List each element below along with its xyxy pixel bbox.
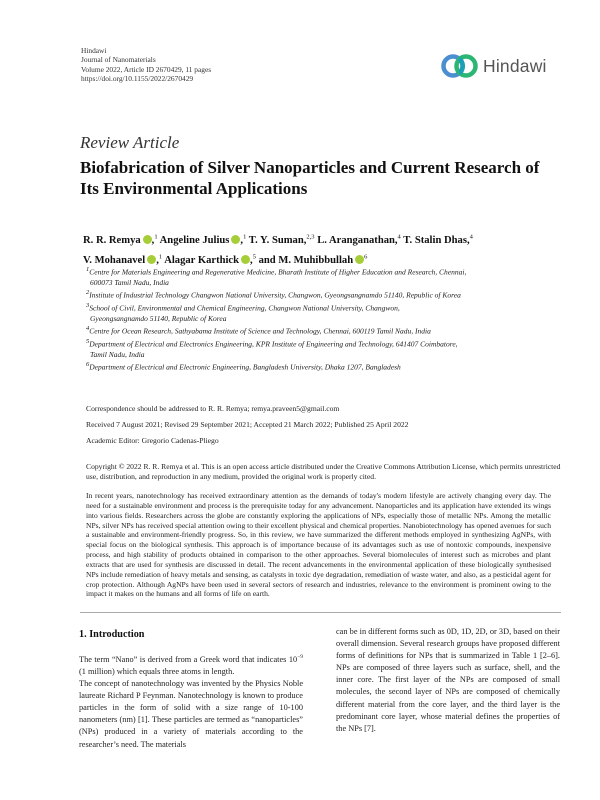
- author: Angeline Julius ,$^1$: [159, 233, 247, 246]
- volume-info: Volume 2022, Article ID 2670429, 11 pages: [81, 64, 212, 74]
- text-column-left: [79, 625, 303, 751]
- journal-name: Journal of Nanomaterials: [81, 55, 156, 65]
- doi-link[interactable]: https://doi.org/10.1155/2022/2670429: [81, 74, 194, 84]
- affiliation: $^2$Institute of Industrial Technology Changwon National University, Changwon, Gyeongsangnamdo 51140, Republic of Korea: [86, 289, 461, 300]
- affiliation: $^1$Centre for Materials Engineering and Regenerative Medicine, Bharath Institute of Higher Education and Research, Chennai, 600073 Tamil Nadu, India: [86, 266, 467, 287]
- paragraph: The term “Nano” is derived from a Greek word that indicates $10^{-9}$ (1 million) which equals three atoms in length.: [79, 654, 303, 676]
- article-type: Review Article: [80, 133, 180, 152]
- section-divider: [80, 612, 561, 613]
- author: R. R. Remya ,$^1$: [83, 233, 158, 246]
- abstract: In recent years, nanotechnology has received extraordinary attention as the demands of today's modern lifestyle are actively changing every day. The need for a sustainable environment and process is the prerequisite today for any advancement. Nanoparticles and its application have extended its wings into various fields. Researchers across the globe are constantly exploring the applications of NPs, especially those of metallic NPs. Among the metallic NPs, silver NPs has received special attention owing to their excellent physical and chemical properties. Nanobiotechnology has opened avenues for such a sustainable and environment-friendly progress. So, in this review, we have summarized the different methods employed in synthesizing AgNPs, with special focus on the biological synthesis. This approach is of importance because of its advantages such as use of nontoxic compounds, inexpensive process, and high stability of products obtained in comparison to the other approaches. Several biomolecules of interest such as microbes and plant extracts that are used for synthesis are discussed in detail. The recent advancements in the environmental application of these biologically synthesised NPs include remediation of heavy metals and sensing, as catalysts in toxic dye degradation, remediation of waste water, and also, as a pesticidal agent for crop protection. Although AgNPs have been used in several sectors of research and industries, relevance to the environment is prominent owing to the impact it makes on the humans and all forms of life on earth.: [86, 491, 551, 599]
- author: T. Y. Suman,$^{2,3}$: [248, 233, 315, 246]
- section-title: Introduction: [89, 629, 145, 640]
- hindawi-logo-text: Hindawi: [483, 55, 547, 76]
- text-column-right: [336, 626, 560, 735]
- affiliation: $^5$Department of Electrical and Electronics Engineering, KPR Institute of Engineering and Technology, 641407 Coimbatore, Tamil Nadu, India: [86, 337, 458, 359]
- paragraph: The concept of nanotechnology was invented by the Physics Noble laureate Richard P Feynman. Nanotechnology is known to produce particles in the form of solid with a size range of 10-100 nanometers (nm) [1]. These particles are termed as “nanoparticles” (NPs) produced in a variety of materials according to the researcher’s need. The materials: [79, 679, 303, 749]
- copyright-notice: Copyright © 2022 R. R. Remya et al. This is an open access article distributed under the Creative Commons Attribution License, which permits unrestricted use, distribution, and reproduction in any medium, provided the original work is properly cited.: [86, 462, 561, 481]
- academic-editor: Academic Editor: Gregorio Cadenas-Pliego: [86, 436, 219, 445]
- orcid-icon[interactable]: [147, 255, 156, 264]
- affiliation-list: [86, 265, 566, 373]
- section-number: 1.: [79, 629, 87, 640]
- publication-dates: Received 7 August 2021; Revised 29 September 2021; Accepted 21 March 2022; Published 25 April 2022: [86, 420, 409, 429]
- affiliation: $^6$Department of Electrical and Electronic Engineering, Bangladesh University, Dhaka 1207, Bangladesh: [86, 360, 401, 372]
- orcid-icon[interactable]: [241, 255, 250, 264]
- article-title: Biofabrication of Silver Nanoparticles and Current Research of Its Environmental Applications: [80, 158, 540, 198]
- affiliation: $^3$School of Civil, Environmental and Chemical Engineering, Changwon National University, Changwon, Gyeongsangnamdo 51140, Republic of Korea: [86, 301, 400, 323]
- correspondence: Correspondence should be addressed to R. R. Remya; remya.praveen5@gmail.com: [86, 404, 340, 413]
- author-list: [83, 228, 563, 269]
- author: V. Mohanavel ,$^1$: [83, 253, 163, 267]
- section-heading: [79, 629, 303, 641]
- affiliation: $^4$Centre for Ocean Research, Sathyabama Institute of Science and Technology, Chennai, 600119 Tamil Nadu, India: [86, 324, 431, 336]
- journal-header: [81, 46, 211, 84]
- author: L. Aranganathan,$^4$: [317, 233, 401, 246]
- orcid-icon[interactable]: [143, 235, 152, 244]
- author: and M. Muhibbullah $^6$: [258, 253, 368, 267]
- author: T. Stalin Dhas,$^4$: [403, 233, 473, 246]
- hindawi-logo-icon: [440, 53, 480, 79]
- publisher-name: Hindawi: [81, 46, 107, 55]
- author: Alagar Karthick ,$^5$: [164, 253, 256, 267]
- orcid-icon[interactable]: [355, 255, 364, 264]
- hindawi-logo: [440, 48, 560, 84]
- paragraph: can be in different forms such as 0D, 1D, 2D, or 3D, based on their overall dimension. Several research groups have proposed different forms of definitions for NPs that is summarized in Table 1 [2–6]. NPs are composed of three layers such as surface, shell, and the inner core. The first layer of the NPs are composed of small molecules, the second layer of NPs are composed of chemically different material from the core layer, and the third layer is the predominant core layer, whose material defines the properties of the NPs [7].: [336, 627, 560, 733]
